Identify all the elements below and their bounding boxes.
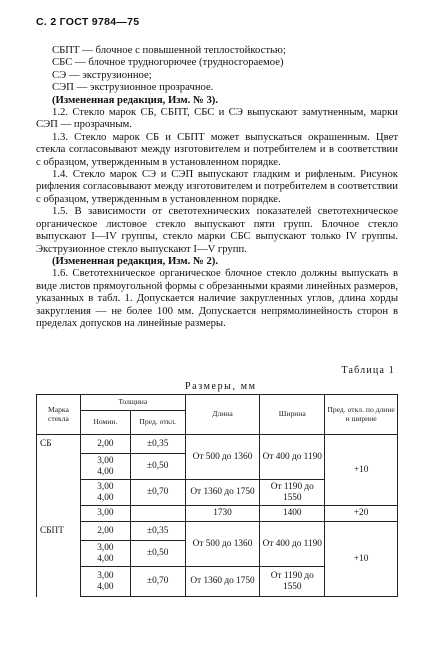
nominal-cell: 2,00 bbox=[80, 522, 130, 541]
header-nominal: Номин. bbox=[80, 411, 130, 435]
page-header: С. 2 ГОСТ 9784—75 bbox=[36, 16, 140, 28]
deviation-cell bbox=[130, 506, 185, 522]
table-caption: Таблица 1 bbox=[341, 365, 395, 376]
revision-note: (Измененная редакция, Изм. № 3). bbox=[52, 93, 219, 106]
length-cell: От 1360 до 1750 bbox=[185, 480, 260, 506]
length-cell: От 500 до 1360 bbox=[185, 522, 260, 567]
deviation-cell: ±0,50 bbox=[130, 454, 185, 480]
header-thickness: Толщина bbox=[80, 395, 185, 411]
deviation-cell: ±0,35 bbox=[130, 522, 185, 541]
definition-line: СЭ — экструзионное; bbox=[52, 68, 152, 81]
width-cell: От 400 до 1190 bbox=[260, 522, 325, 567]
paragraph-1-4: 1.4. Стекло марок СЭ и СЭП выпускают гладким и рифленым. Рисунок рифления согласовывают между изготовителем и потребителем в соответствии с образцом, утвержденным в установленном порядке. bbox=[36, 168, 398, 205]
deviation-cell: ±0,35 bbox=[130, 435, 185, 454]
tolerance-cell: +10 bbox=[325, 522, 398, 597]
length-cell: От 1360 до 1750 bbox=[185, 567, 260, 597]
deviation-cell: ±0,70 bbox=[130, 567, 185, 597]
nominal-cell: 3,00 4,00 bbox=[80, 480, 130, 506]
tolerance-cell: +10 bbox=[325, 435, 398, 506]
tolerance-cell: +20 bbox=[325, 506, 398, 522]
header-length: Длина bbox=[185, 395, 260, 435]
brand-sb: СБ bbox=[37, 435, 81, 522]
length-cell: 1730 bbox=[185, 506, 260, 522]
header-brand: Марка стекла bbox=[37, 395, 81, 435]
deviation-cell: ±0,70 bbox=[130, 480, 185, 506]
width-cell: От 1190 до 1550 bbox=[260, 480, 325, 506]
definition-line: СЭП — экструзионное прозрачное. bbox=[52, 81, 214, 94]
width-cell: От 400 до 1190 bbox=[260, 435, 325, 480]
deviation-cell: ±0,50 bbox=[130, 541, 185, 567]
nominal-cell: 3,00 4,00 bbox=[80, 454, 130, 480]
header-tolerance: Пред. откл. по длине и ширине bbox=[325, 395, 398, 435]
table-subtitle: Размеры, мм bbox=[185, 381, 257, 392]
length-cell: От 500 до 1360 bbox=[185, 435, 260, 480]
nominal-cell: 3,00 4,00 bbox=[80, 541, 130, 567]
paragraph-1-3: 1.3. Стекло марок СБ и СБПТ может выпускаться окрашенным. Цвет стекла согласовывают между изготовителем и потребителем и в соответствии с образцом, утвержденным в установленном порядке. bbox=[36, 130, 398, 168]
nominal-cell: 3,00 4,00 bbox=[80, 567, 130, 597]
definition-line: СБС — блочное трудногорючее (трудносгораемое) bbox=[52, 56, 284, 69]
revision-note: (Измененная редакция, Изм. № 2). bbox=[52, 254, 219, 267]
brand-sbpt: СБПТ bbox=[37, 522, 81, 597]
header-deviation: Пред. откл. bbox=[130, 411, 185, 435]
definition-line: СБПТ — блочное с повышенной теплостойкостью; bbox=[52, 44, 286, 56]
header-width: Ширина bbox=[260, 395, 325, 435]
nominal-cell: 2,00 bbox=[80, 435, 130, 454]
paragraph-1-5: 1.5. В зависимости от светотехнических показателей светотехническое органическое листовое стекло выпускают пяти групп. Блочное стекло выпускают I—IV группы, стекло марки СБС выпускают только IV группы. Экструзионное стекло выпускают I—V групп. bbox=[36, 205, 398, 255]
paragraph-1-6: 1.6. Светотехническое органическое блочное стекло должны выпускать в виде листов прямоугольной формы с обрезанными краями линейных размеров, указанных в табл. 1. Допускается наличие закругленных углов, длина хорды закругления — не более 100 мм. Допускается непрямолинейность сторон в пределах допусков на линейные размеры. bbox=[36, 267, 398, 329]
sizes-table bbox=[36, 394, 398, 597]
nominal-cell: 3,00 bbox=[80, 506, 130, 522]
paragraph-1-2: 1.2. Стекло марок СБ, СБПТ, СБС и СЭ выпускают замутненным, марки СЭП — прозрачным. bbox=[36, 106, 398, 131]
document-body bbox=[36, 44, 398, 329]
width-cell: 1400 bbox=[260, 506, 325, 522]
width-cell: От 1190 до 1550 bbox=[260, 567, 325, 597]
